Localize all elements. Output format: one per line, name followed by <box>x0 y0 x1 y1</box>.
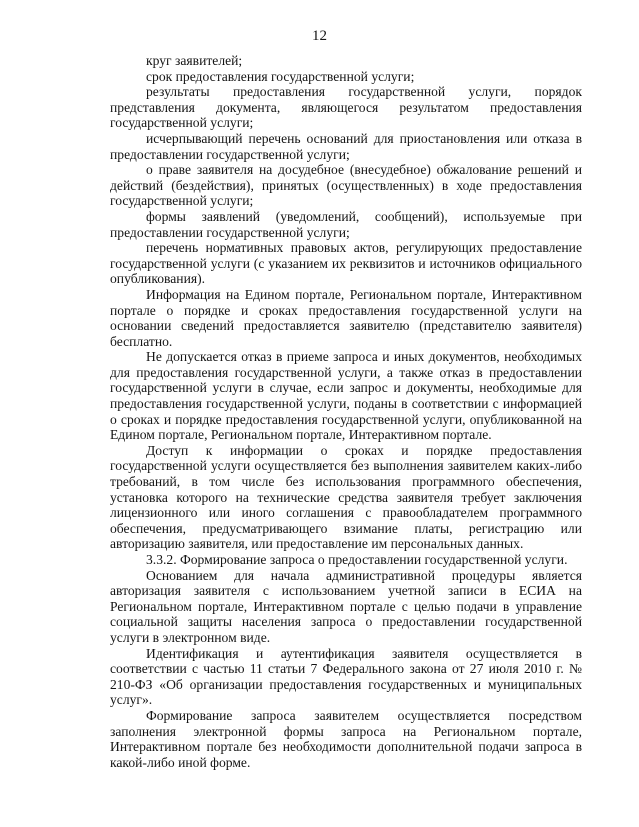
paragraph-service-results: результаты предоставления государственной услуги, порядок представления документа, являющегося результатом предоставления государственной услуги; <box>110 84 582 131</box>
paragraph-application-forms: формы заявлений (уведомлений, сообщений), используемые при предоставлении государственной услуги; <box>110 208 582 240</box>
paragraph-procedure-basis: Основанием для начала административной процедуры является авторизация заявителя с использованием учетной записи в ЕСИА на Региональном портале, Интерактивном портале с целью подачи в управление социальной защиты населения запроса о предоставлении государственной услуги в электронном виде. <box>110 567 582 645</box>
paragraph-applicant-circle: круг заявителей; <box>146 53 243 68</box>
paragraph-legal-acts: перечень нормативных правовых актов, регулирующих предоставление государственной услуги (с указанием их реквизитов и источников официального опубликования). <box>110 240 582 287</box>
paragraph-no-refusal: Не допускается отказ в приеме запроса и иных документов, необходимых для предоставления государственной услуги, а также отказ в предоставлении государственной услуги в случае, если запрос и документы, необходимые для предоставления государственной услуги, поданы в соответствии с информацией о сроках и порядке предоставления государственной услуги, опубликованной на Едином портале, Региональном портале, Интерактивном портале. <box>110 349 582 443</box>
paragraph-information-access: Доступ к информации о сроках и порядке предоставления государственной услуги осуществляется без выполнения заявителем каких-либо требований, в том числе без использования программного обеспечения, установка которого на технические средства заявителя требует заключения лицензионного или иного соглашения с правообладателем программного обеспечения, предусматривающего взимание платы, регистрацию или авторизацию заявителя, или предоставление им персональных данных. <box>110 442 582 552</box>
document-body <box>110 53 582 770</box>
page-number: 12 <box>312 28 327 44</box>
paragraph-request-formation: Формирование запроса заявителем осуществляется посредством заполнения электронной формы запроса на Региональном портале, Интерактивном портале без необходимости дополнительной подачи запроса в какой-либо иной форме. <box>110 707 582 770</box>
paragraph-section-heading: 3.3.2. Формирование запроса о предоставлении государственной услуги. <box>146 552 568 567</box>
paragraph-portal-information: Информация на Едином портале, Региональном портале, Интерактивном портале о порядке и сроках предоставления государственной услуги на основании сведений предоставляется заявителю (представителю заявителя) бесплатно. <box>110 286 582 349</box>
paragraph-refusal-grounds: исчерпывающий перечень оснований для приостановления или отказа в предоставлении государственной услуги; <box>110 130 582 162</box>
paragraph-service-term: срок предоставления государственной услуги; <box>146 68 415 84</box>
paragraph-identification: Идентификация и аутентификация заявителя осуществляется в соответствии с частью 11 статьи 7 Федерального закона от 27 июля 2010 г. № 210-ФЗ «Об организации предоставления государственных и муниципальных услуг». <box>110 645 582 708</box>
paragraph-appeal-right: о праве заявителя на досудебное (внесудебное) обжалование решений и действий (бездействия), принятых (осуществленных) в ходе предоставления государственной услуги; <box>110 162 582 209</box>
